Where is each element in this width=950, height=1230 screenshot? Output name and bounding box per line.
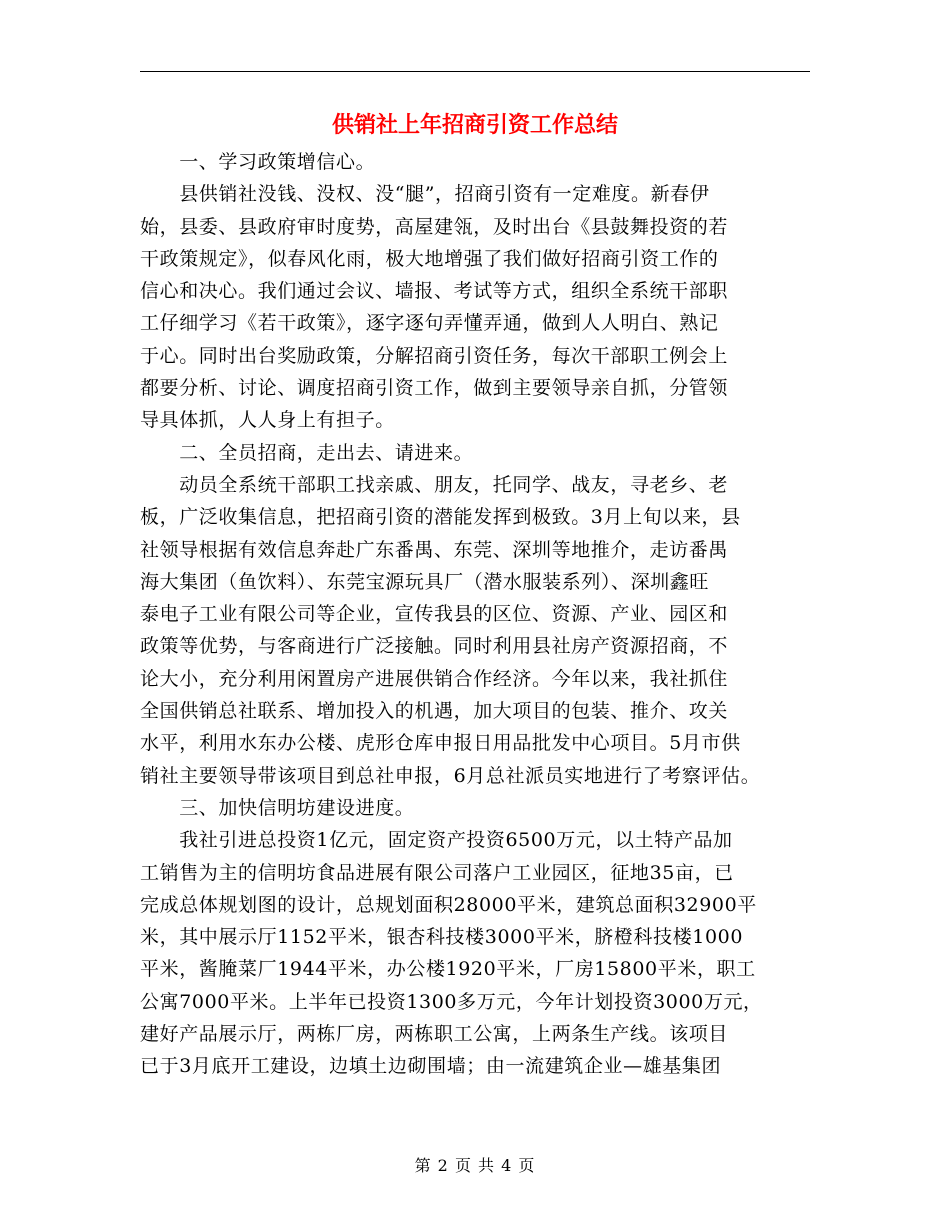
body-line: 已于3月底开工建设，边填土边砌围墙；由一流建筑企业—雄基集团 xyxy=(140,1055,722,1078)
body-line: 导具体抓，人人身上有担子。 xyxy=(140,409,395,432)
body-line: 一、学习政策增信心。 xyxy=(140,151,376,173)
body-line: 泰电子工业有限公司等企业，宣传我县的区位、资源、产业、园区和 xyxy=(140,603,729,626)
document-title: 供销社上年招商引资工作总结 xyxy=(331,112,618,138)
body-line: 于心。同时出台奖励政策，分解招商引资任务，每次干部职工例会上 xyxy=(140,344,729,367)
body-line: 完成总体规划图的设计，总规划面积28000平米，建筑总面积32900平 xyxy=(140,893,757,916)
body-line: 我社引进总投资1亿元，固定资产投资6500万元，以土特产品加 xyxy=(140,829,733,852)
body-line: 米，其中展示厅1152平米，银杏科技楼3000平米，脐橙科技楼1000 xyxy=(140,926,744,949)
body-line: 政策等优势，与客商进行广泛接触。同时利用县社房产资源招商，不 xyxy=(140,635,729,658)
body-line: 三、加快信明坊建设进度。 xyxy=(140,796,415,819)
body-line: 论大小，充分利用闲置房产进展供销合作经济。今年以来，我社抓住 xyxy=(140,667,729,690)
body-line: 社领导根据有效信息奔赴广东番禺、东莞、深圳等地推介，走访番禺 xyxy=(140,538,729,561)
body-line: 信心和决心。我们通过会议、墙报、考试等方式，组织全系统干部职 xyxy=(140,280,729,303)
body-line: 都要分析、讨论、调度招商引资工作，做到主要领导亲自抓，分管领 xyxy=(140,377,729,400)
body-line: 县供销社没钱、没权、没“腿”，招商引资有一定难度。新春伊 xyxy=(140,183,710,206)
body-line: 动员全系统干部职工找亲戚、朋友，托同学、战友，寻老乡、老 xyxy=(140,473,729,496)
body-line: 建好产品展示厅，两栋厂房，两栋职工公寓，上两条生产线。该项目 xyxy=(140,1023,729,1046)
body-line: 工仔细学习《若干政策》，逐字逐句弄懂弄通，做到人人明白、熟记 xyxy=(140,312,719,335)
document-body xyxy=(140,146,830,1083)
body-line: 销社主要领导带该项目到总社申报，6月总社派员实地进行了考察评估。 xyxy=(140,764,761,787)
body-line: 公寓7000平米。上半年已投资1300多万元，今年计划投资3000万元， xyxy=(140,990,763,1013)
body-line: 板，广泛收集信息，把招商引资的潜能发挥到极致。3月上旬以来，县 xyxy=(140,506,741,529)
body-line: 全国供销总社联系、增加投入的机遇，加大项目的包装、推介、攻关 xyxy=(140,700,729,723)
page-footer: 第 2 页 共 4 页 xyxy=(414,1156,536,1175)
body-line: 二、全员招商，走出去、请进来。 xyxy=(140,441,474,464)
body-line: 水平，利用水东办公楼、虎形仓库申报日用品批发中心项目。5月市供 xyxy=(140,732,741,755)
body-line: 干政策规定》，似春风化雨，极大地增强了我们做好招商引资工作的 xyxy=(140,247,719,270)
body-line: 工销售为主的信明坊食品进展有限公司落户工业园区，征地35亩，已 xyxy=(140,861,734,884)
body-line: 始，县委、县政府审时度势，高屋建瓴，及时出台《县鼓舞投资的若 xyxy=(140,215,729,238)
header-rule xyxy=(140,71,810,72)
body-line: 海大集团（鱼饮料）、东莞宝源玩具厂（潜水服装系列）、深圳鑫旺 xyxy=(140,570,710,593)
body-line: 平米，酱腌菜厂1944平米，办公楼1920平米，厂房15800平米，职工 xyxy=(140,958,756,981)
